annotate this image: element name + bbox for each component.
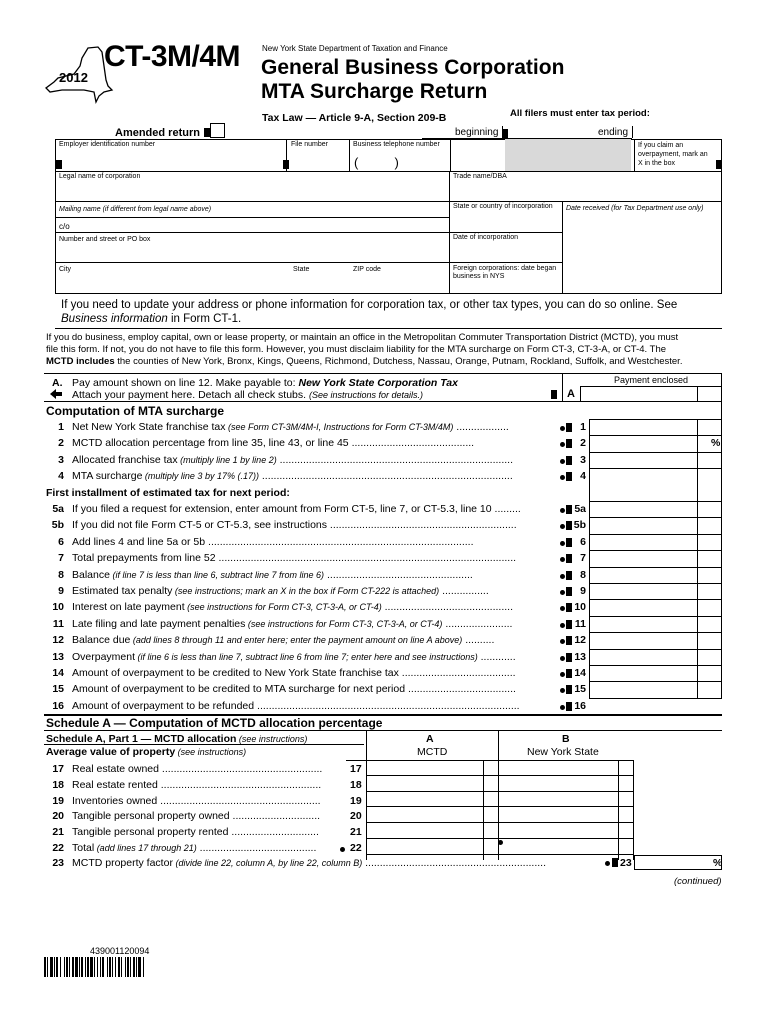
line-number: 7 — [58, 552, 64, 565]
line-amount-input[interactable] — [589, 501, 721, 517]
line-description: Add lines 4 and line 5a or 5b ........................................................................................... — [72, 535, 474, 548]
line-description: Total (add lines 17 through 21) ........................................ — [72, 842, 317, 854]
barcode-number: 439001120094 — [90, 946, 150, 956]
line-number: 6 — [58, 535, 64, 548]
line-box-label: 14 — [574, 667, 586, 679]
line-box-label: 12 — [574, 634, 586, 647]
ein-input[interactable] — [57, 150, 285, 170]
line-description: Tangible personal property owned .............................. — [72, 810, 321, 823]
col-a-input[interactable] — [366, 823, 498, 839]
foreign-corp-label: Foreign corporations: date began business in NYS — [453, 265, 557, 280]
law-ref: Tax Law — Article 9-A, Section 209-B — [262, 112, 447, 124]
line-amount-input[interactable] — [589, 435, 721, 451]
line-amount-input[interactable] — [589, 567, 721, 583]
line-amount-input[interactable] — [589, 599, 721, 615]
form-id: CT-3M/4M — [104, 40, 241, 73]
barcode-bar — [87, 957, 89, 977]
beginning-label: beginning — [455, 127, 499, 138]
tax-period-shaded[interactable] — [505, 139, 631, 171]
barcode-bar — [64, 957, 65, 977]
col-a-input[interactable] — [366, 776, 498, 792]
date-incorporation-label: Date of incorporation — [453, 234, 518, 241]
barcode-bar — [90, 957, 93, 977]
col-b-input[interactable] — [498, 807, 633, 823]
barcode-bar — [115, 957, 116, 977]
line-description: Real estate owned ....................................................... — [72, 763, 323, 775]
bullet-dot-icon — [560, 705, 565, 710]
ein-marker-icon — [56, 160, 62, 169]
line-description: Net New York State franchise tax (see Form CT-3M/4M-I, Instructions for Form CT-3M/4M) .................. — [72, 421, 509, 433]
file-number-label: File number — [291, 141, 328, 148]
bullet-dot-icon — [560, 623, 565, 628]
line-description: Overpayment (if line 6 is less than line 7, subtract line 6 from line 7; enter here and see instructions) ............ — [72, 650, 516, 663]
line-box-label: 6 — [580, 535, 586, 548]
ein-label: Employer identification number — [59, 141, 156, 148]
line-description: Interest on late payment (see instructions for Form CT-3, CT-3-A, or CT-4) ............................................ — [72, 601, 513, 614]
payment-enclosed-input[interactable] — [580, 386, 722, 401]
legal-name-label: Legal name of corporation — [59, 173, 141, 180]
computation-title: Computation of MTA surcharge — [46, 404, 224, 418]
line-amount-input[interactable] — [589, 419, 721, 435]
line-description: Inventories owned ....................................................... — [72, 794, 321, 807]
bullet-dot-icon — [340, 847, 345, 852]
line-a-label: A. — [52, 377, 63, 389]
city-label: City — [59, 266, 72, 273]
line-description: Late filing and late payment penalties (see instructions for Form CT-3, CT-3-A, or CT-4) ....................... — [72, 617, 513, 630]
col-a-input[interactable] — [366, 760, 498, 776]
line-description: Balance (if line 7 is less than line 6, subtract line 7 from line 6) .................................................. — [72, 568, 473, 581]
bullet-dot-icon — [560, 524, 565, 529]
line-amount-input[interactable] — [589, 468, 721, 484]
line-number: 5b — [51, 519, 64, 532]
barcode-bar — [60, 957, 61, 977]
barcode-bar — [143, 957, 144, 977]
line-description: Amount of overpayment to be credited to New York State franchise tax ....................................... — [72, 667, 516, 679]
line-23-input[interactable] — [634, 855, 722, 870]
col-b-subheader: New York State — [527, 746, 599, 758]
barcode-bar — [94, 957, 95, 977]
col-b-input[interactable] — [498, 823, 633, 839]
line-23-num: 23 — [52, 857, 64, 869]
line-description: If you did not file Form CT-5 or CT-5.3, see instructions ................................................................ — [72, 519, 517, 532]
bullet-dot-icon — [560, 541, 565, 546]
line-number: 18 — [52, 778, 64, 791]
line-description: Balance due (add lines 8 through 11 and enter here; enter the payment amount on line A above) .......... — [72, 634, 495, 647]
line-box-label: 2 — [580, 437, 586, 450]
line-description: Allocated franchise tax (multiply line 1 by line 2) ................................................................................ — [72, 453, 513, 466]
line-amount-input[interactable] — [589, 632, 721, 648]
schedule-a-part1: Schedule A, Part 1 — MCTD allocation (see instructions) — [46, 733, 308, 745]
bullet-dot-icon — [560, 656, 565, 661]
barcode-bar — [79, 957, 80, 977]
amended-return-checkbox[interactable] — [210, 123, 225, 138]
barcode-bar — [54, 957, 55, 977]
co-label: c/o — [59, 222, 70, 231]
line-box-label: 19 — [350, 794, 362, 807]
barcode-bar — [130, 957, 131, 977]
zip-label: ZIP code — [353, 266, 381, 273]
amended-return-label: Amended return — [115, 127, 200, 139]
line-amount-input[interactable] — [589, 649, 721, 665]
bullet-dot-icon — [560, 639, 565, 644]
line-box-label: 22 — [350, 842, 362, 854]
line-number: 3 — [58, 453, 64, 466]
line-number: 8 — [58, 568, 64, 581]
line-number: 17 — [52, 763, 64, 775]
avg-value-label: Average value of property (see instructions) — [46, 746, 247, 758]
col-a-input[interactable] — [366, 792, 498, 808]
barcode-bar — [138, 957, 141, 977]
barcode-bar — [118, 957, 120, 977]
line-box-label: 8 — [580, 568, 586, 581]
barcode-bar — [102, 957, 104, 977]
line-number: 16 — [52, 699, 64, 712]
trade-name-label: Trade name/DBA — [453, 173, 507, 180]
line-description: If you filed a request for extension, enter amount from Form CT-5, line 7, or CT-5.3, line 10 ......... — [72, 503, 521, 515]
barcode-bar — [69, 957, 70, 977]
bullet-dot-icon — [560, 672, 565, 677]
col-b-input[interactable] — [498, 776, 633, 792]
line-box-label: 13 — [574, 650, 586, 663]
col-a-subheader: MCTD — [417, 746, 448, 758]
line-box-label: 10 — [574, 601, 586, 614]
line-number: 20 — [52, 810, 64, 823]
barcode-icon — [44, 957, 194, 977]
col-b-input[interactable] — [498, 792, 633, 808]
barcode-bar — [97, 957, 98, 977]
file-number-marker-icon — [283, 160, 289, 169]
barcode-bar — [125, 957, 126, 977]
line-description: Real estate rented ....................................................... — [72, 778, 322, 791]
line-23-dot-icon — [605, 861, 610, 866]
col-b-header: B — [562, 733, 570, 745]
line-description: MTA surcharge (multiply line 3 by 17% (.17)) ...................................................................................... — [72, 470, 513, 483]
barcode-bar — [127, 957, 129, 977]
barcode-bar — [66, 957, 68, 977]
payment-enclosed-label: Payment enclosed — [614, 375, 689, 385]
line-number: 14 — [52, 667, 64, 679]
line-a-text-1: Pay amount shown on line 12. Make payable to: New York State Corporation Tax — [72, 377, 458, 389]
bullet-dot-icon — [560, 688, 565, 693]
line-description: MCTD allocation percentage from line 35, line 43, or line 45 .......................................... — [72, 437, 475, 450]
line-amount-input[interactable] — [589, 698, 721, 714]
barcode-bar — [50, 957, 53, 977]
update-notice: If you need to update your address or phone information for corporation tax, or other tax types, you can do so online. See Business information in Form CT-1. — [61, 299, 678, 325]
line-number: 22 — [52, 842, 64, 854]
line-box-label: 21 — [350, 826, 362, 839]
state-label: State — [293, 266, 310, 273]
barcode-bar — [136, 957, 137, 977]
line-box-label: 1 — [580, 421, 586, 433]
line-box-label: 5a — [574, 503, 586, 515]
line-number: 19 — [52, 794, 64, 807]
line-box-label: 15 — [574, 683, 586, 696]
phone-label: Business telephone number — [353, 141, 440, 148]
phone-parens[interactable]: ( ) — [354, 155, 399, 170]
barcode-bar — [85, 957, 86, 977]
line-number: 4 — [58, 470, 64, 483]
schedule-a-title: Schedule A — Computation of MCTD allocation percentage — [46, 716, 383, 730]
barcode-bar — [100, 957, 101, 977]
line-a-text-2: Attach your payment here. Detach all check stubs. (See instructions for details.) — [72, 389, 423, 401]
line-number: 10 — [52, 601, 64, 614]
line-a-box-label: A — [567, 388, 575, 400]
line-box-label: 17 — [350, 763, 362, 775]
percent-sign: % — [711, 437, 721, 450]
line-number: 5a — [52, 503, 64, 515]
business-info-link[interactable]: Business information — [61, 313, 168, 325]
date-received-label: Date received (for Tax Department use only) — [566, 205, 704, 212]
barcode-bar — [72, 957, 74, 977]
line-box-label: 7 — [580, 552, 586, 565]
line-box-label: 18 — [350, 778, 362, 791]
barcode-bar — [81, 957, 83, 977]
col-b-input[interactable] — [498, 839, 633, 855]
line-23-box: 23 — [620, 857, 632, 869]
line-number: 13 — [52, 650, 64, 663]
bullet-dot-icon — [560, 590, 565, 595]
barcode-bar — [56, 957, 58, 977]
line-amount-input[interactable] — [589, 583, 721, 599]
col-a-header: A — [426, 733, 434, 745]
line-number: 12 — [52, 634, 64, 647]
overpayment-claim-note: If you claim an overpayment, mark an X in the box — [638, 142, 708, 167]
line-description: Amount of overpayment to be refunded .......................................................................................... — [72, 699, 520, 712]
bullet-dot-icon — [560, 606, 565, 611]
form-title-2: MTA Surcharge Return — [261, 80, 488, 103]
bullet-dot-icon — [560, 574, 565, 579]
line-amount-input[interactable] — [589, 534, 721, 550]
ending-label: ending — [598, 127, 629, 138]
line-amount-input[interactable] — [589, 452, 721, 468]
street-label: Number and street or PO box — [59, 236, 151, 243]
barcode-bar — [133, 957, 135, 977]
barcode-bar — [121, 957, 122, 977]
barcode-bar — [47, 957, 48, 977]
line-amount-input[interactable] — [589, 517, 721, 533]
line-number: 2 — [58, 437, 64, 450]
barcode-bar — [75, 957, 78, 977]
line-description: Estimated tax penalty (see instructions; mark an X in the box if Form CT-222 is attached) ................ — [72, 585, 489, 597]
line-box-label: 5b — [573, 519, 586, 532]
line-23-text: MCTD property factor (divide line 22, column A, by line 22, column B) .............................................................. — [72, 857, 547, 869]
bullet-dot-icon — [560, 508, 565, 513]
overpay-marker-icon — [716, 160, 722, 169]
line-box-label: 9 — [580, 585, 586, 597]
line-a-marker-icon — [551, 390, 557, 399]
line-description: Total prepayments from line 52 ...................................................................................................... — [72, 552, 517, 565]
line-amount-input[interactable] — [589, 550, 721, 566]
barcode-bar — [44, 957, 46, 977]
first-installment-label: First installment of estimated tax for next period: — [46, 486, 290, 499]
col-b-input[interactable] — [498, 760, 633, 776]
dept-name: New York State Department of Taxation and Finance — [262, 44, 448, 53]
line-box-label: 4 — [580, 470, 586, 483]
line-box-label: 16 — [574, 699, 586, 712]
line-number: 15 — [52, 683, 64, 696]
col-a-input[interactable] — [366, 839, 498, 855]
line-amount-input[interactable] — [589, 681, 721, 697]
line-number: 21 — [52, 826, 64, 839]
bullet-dot-icon — [560, 475, 565, 480]
arrow-left-icon — [50, 389, 62, 399]
barcode-bar — [112, 957, 113, 977]
col-a-input[interactable] — [366, 807, 498, 823]
line-box-label: 20 — [350, 810, 362, 823]
continued-label: (continued) — [674, 876, 722, 887]
mailing-name-label: Mailing name (if different from legal name above) — [59, 206, 212, 213]
line-amount-input[interactable] — [589, 616, 721, 632]
line-23-pct: % — [713, 857, 723, 869]
line-number: 9 — [58, 585, 64, 597]
line-box-label: 3 — [580, 453, 586, 466]
tax-period-note: All filers must enter tax period: — [510, 108, 650, 119]
line-number: 11 — [52, 617, 64, 630]
line-number: 1 — [58, 421, 64, 433]
state-country-label: State or country of incorporation — [453, 203, 553, 210]
barcode-bar — [107, 957, 108, 977]
barcode-bar — [109, 957, 111, 977]
line-description: Amount of overpayment to be credited to MTA surcharge for next period ..................................... — [72, 683, 516, 696]
mctd-paragraph: If you do business, employ capital, own or lease property, or maintain an office in the Metropolitan Commuter Transportation District (MCTD), you must file this form. If not, you do not have to file this form. However, you must disclaim liability for the MTA surcharge on Form CT-3, CT-3-A, or CT-4. The MCTD includes the counties of New York, Bronx, Kings, Queens, Richmond, Dutchess, Nassau, Orange, Putnam, Rockland, Suffolk, and Westchester. — [46, 332, 683, 367]
bullet-dot-icon — [560, 459, 565, 464]
line-box-label: 11 — [574, 617, 586, 630]
bullet-dot-icon — [560, 557, 565, 562]
line-23-marker-icon — [612, 858, 618, 867]
bullet-dot-icon — [560, 442, 565, 447]
line-description: Tangible personal property rented .............................. — [72, 826, 319, 839]
bullet-dot-icon — [560, 426, 565, 431]
form-year: 2012 — [59, 70, 88, 85]
form-title-1: General Business Corporation — [261, 56, 565, 79]
line-amount-input[interactable] — [589, 665, 721, 681]
